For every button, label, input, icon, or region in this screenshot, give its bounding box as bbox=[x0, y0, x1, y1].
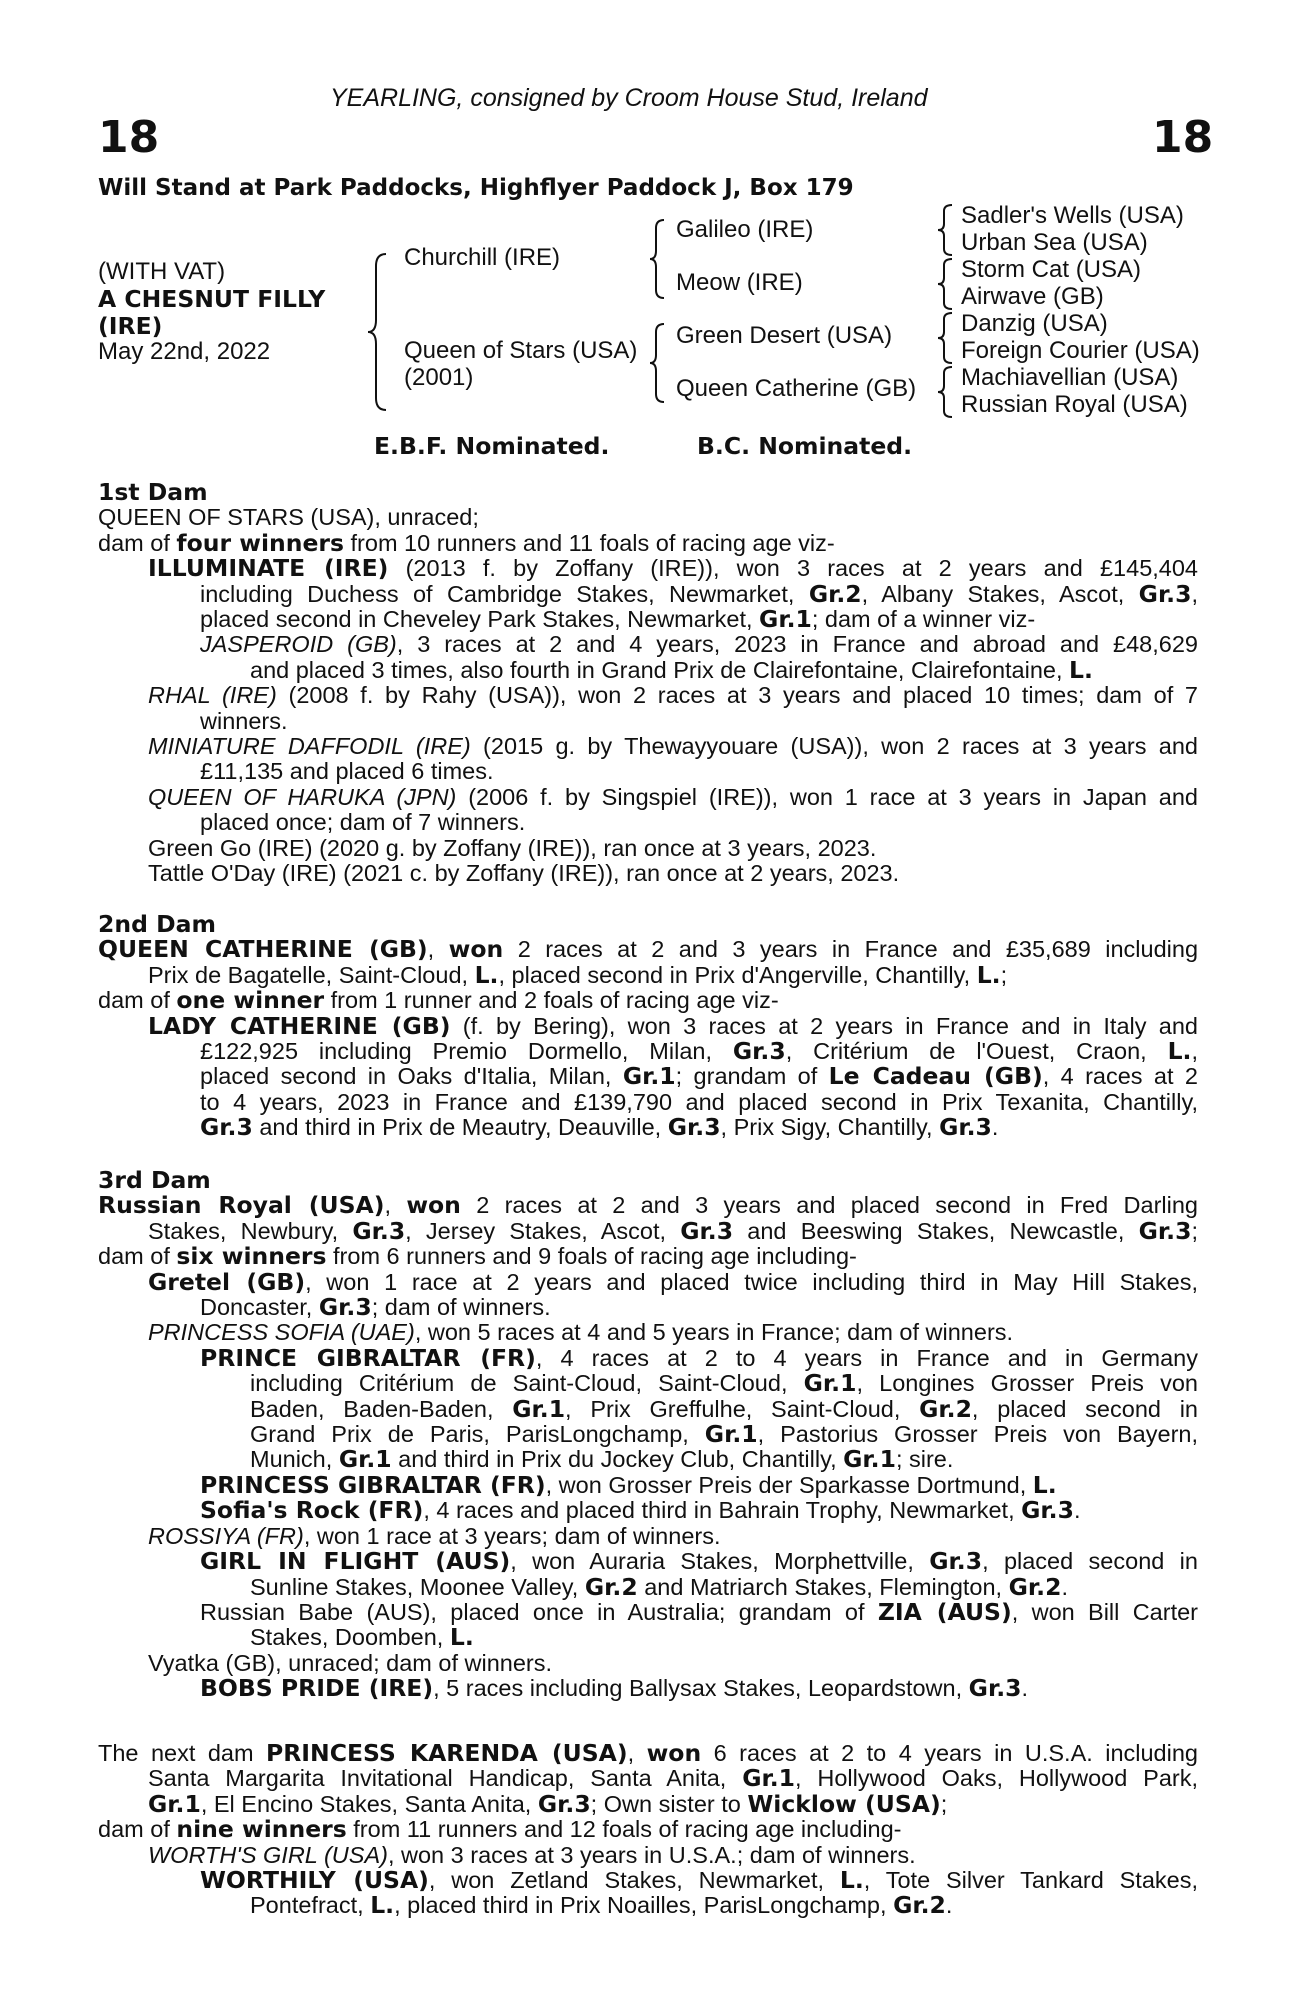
bc-nomination: B.C. Nominated. bbox=[697, 432, 913, 460]
consignment-line: YEARLING, consigned by Croom House Stud, Ireland bbox=[330, 84, 928, 112]
ggp-4: Airwave (GB) bbox=[961, 283, 1104, 310]
produce-line: Stakes, Doomben, L. bbox=[250, 1623, 474, 1652]
produce-line: QUEEN OF HARUKA (JPN) (2006 f. by Singspiel (IRE)), won 1 race at 3 years in Japan and bbox=[148, 783, 1198, 810]
ggp-brace-2 bbox=[938, 257, 954, 311]
produce-line: LADY CATHERINE (GB) (f. by Bering), won 3 races at 2 years in France and in Italy and bbox=[148, 1011, 1198, 1040]
produce-line: placed once; dam of 7 winners. bbox=[200, 809, 526, 836]
section-heading: 2nd Dam bbox=[98, 910, 216, 938]
dam-line: dam of one winner from 1 runner and 2 foals of racing age viz- bbox=[98, 986, 779, 1015]
produce-line: winners. bbox=[200, 707, 288, 734]
produce-line: ROSSIYA (FR), won 1 race at 3 years; dam of winners. bbox=[148, 1522, 721, 1549]
lot-number-right: 18 bbox=[1152, 112, 1214, 163]
ggp-2: Urban Sea (USA) bbox=[961, 229, 1148, 256]
lot-number-left: 18 bbox=[98, 112, 160, 163]
produce-line: ILLUMINATE (IRE) (2013 f. by Zoffany (IRE)), won 3 races at 2 years and £145,404 bbox=[148, 554, 1198, 583]
produce-line: Munich, Gr.1 and third in Prix du Jockey Club, Chantilly, Gr.1; sire. bbox=[250, 1445, 954, 1474]
produce-line: Grand Prix de Paris, ParisLongchamp, Gr.1, Pastorius Grosser Preis von Bayern, bbox=[250, 1420, 1198, 1449]
produce-line: PRINCESS SOFIA (UAE), won 5 races at 4 and 5 years in France; dam of winners. bbox=[148, 1319, 1014, 1346]
produce-line: and placed 3 times, also fourth in Grand Prix de Clairefontaine, Clairefontaine, L. bbox=[250, 655, 1093, 684]
produce-line: Sofia's Rock (FR), 4 races and placed third in Bahrain Trophy, Newmarket, Gr.3. bbox=[200, 1496, 1081, 1525]
dam-dam: Queen Catherine (GB) bbox=[676, 375, 917, 402]
dam-line: Santa Margarita Invitational Handicap, Santa Anita, Gr.1, Hollywood Oaks, Hollywood Park, bbox=[148, 1764, 1199, 1793]
dam-line: The next dam PRINCESS KARENDA (USA), won 6 races at 2 to 4 years in U.S.A. including bbox=[98, 1739, 1198, 1767]
produce-line: PRINCE GIBRALTAR (FR), 4 races at 2 to 4 years in France and in Germany bbox=[200, 1343, 1198, 1372]
dam-year: (2001) bbox=[404, 364, 474, 391]
dam-line: QUEEN CATHERINE (GB), won 2 races at 2 and 3 years in France and £35,689 including bbox=[98, 935, 1199, 964]
second-dam-section bbox=[98, 912, 1198, 1141]
produce-line: MINIATURE DAFFODIL (IRE) (2015 g. by Thewayyouare (USA)), won 2 races at 3 years and bbox=[148, 733, 1198, 760]
produce-line: Gretel (GB), won 1 race at 2 years and placed twice including third in May Hill Stakes, bbox=[148, 1267, 1198, 1296]
ggp-brace-1 bbox=[938, 203, 954, 257]
third-dam-section bbox=[98, 1168, 1198, 1702]
produce-line: placed second in Oaks d'Italia, Milan, Gr.1; grandam of Le Cadeau (GB), 4 races at 2 bbox=[200, 1062, 1198, 1091]
produce-line: Doncaster, Gr.3; dam of winners. bbox=[200, 1293, 551, 1322]
produce-line: WORTH'S GIRL (USA), won 3 races at 3 years in U.S.A.; dam of winners. bbox=[148, 1841, 916, 1868]
produce-line: Tattle O'Day (IRE) (2021 c. by Zoffany (IRE)), ran once at 2 years, 2023. bbox=[148, 860, 900, 887]
produce-line: £11,135 and placed 6 times. bbox=[200, 758, 494, 785]
produce-line: Green Go (IRE) (2020 g. by Zoffany (IRE)), ran once at 3 years, 2023. bbox=[148, 834, 877, 861]
horse-country: (IRE) bbox=[98, 312, 163, 340]
produce-line: PRINCESS GIBRALTAR (FR), won Grosser Preis der Sparkasse Dortmund, L. bbox=[200, 1470, 1057, 1499]
dam-line: Russian Royal (USA), won 2 races at 2 and 3 years and placed second in Fred Darling bbox=[98, 1191, 1198, 1220]
produce-line: WORTHILY (USA), won Zetland Stakes, Newmarket, L., Tote Silver Tankard Stakes, bbox=[200, 1866, 1198, 1895]
produce-line: placed second in Cheveley Park Stakes, Newmarket, Gr.1; dam of a winner viz- bbox=[200, 605, 1036, 634]
section-heading: 3rd Dam bbox=[98, 1166, 211, 1194]
next-dam-section bbox=[98, 1741, 1198, 1919]
dam-name: Queen of Stars (USA) bbox=[404, 337, 638, 364]
foaling-date: May 22nd, 2022 bbox=[98, 338, 271, 365]
ggp-brace-3 bbox=[938, 311, 954, 365]
dam-line: dam of six winners from 6 runners and 9 foals of racing age including- bbox=[98, 1242, 857, 1271]
horse-name: A CHESNUT FILLY bbox=[98, 285, 326, 313]
ggp-1: Sadler's Wells (USA) bbox=[961, 202, 1184, 229]
dam-line: Stakes, Newbury, Gr.3, Jersey Stakes, Ascot, Gr.3 and Beeswing Stakes, Newcastle, Gr.3; bbox=[148, 1216, 1198, 1245]
ggp-7: Machiavellian (USA) bbox=[961, 364, 1179, 391]
sire-sire: Galileo (IRE) bbox=[676, 216, 814, 243]
produce-line: BOBS PRIDE (IRE), 5 races including Ballysax Stakes, Leopardstown, Gr.3. bbox=[200, 1674, 1029, 1703]
section-heading: 1st Dam bbox=[98, 478, 208, 506]
produce-line: £122,925 including Premio Dormello, Milan, Gr.3, Critérium de l'Ouest, Craon, L., bbox=[200, 1037, 1198, 1066]
produce-line: including Critérium de Saint-Cloud, Saint-Cloud, Gr.1, Longines Grosser Preis von bbox=[250, 1369, 1198, 1398]
dam-line: Prix de Bagatelle, Saint-Cloud, L., placed second in Prix d'Angerville, Chantilly, L.; bbox=[148, 960, 1008, 989]
produce-line: JASPEROID (GB), 3 races at 2 and 4 years, 2023 in France and abroad and £48,629 bbox=[200, 631, 1198, 658]
produce-line: RHAL (IRE) (2008 f. by Rahy (USA)), won 2 races at 3 years and placed 10 times; dam of 7 bbox=[148, 682, 1198, 709]
dam-line: dam of four winners from 10 runners and 11 foals of racing age viz- bbox=[98, 528, 835, 557]
produce-line: Russian Babe (AUS), placed once in Australia; grandam of ZIA (AUS), won Bill Carter bbox=[200, 1597, 1199, 1626]
ebf-nomination: E.B.F. Nominated. bbox=[374, 432, 610, 460]
dam-line: QUEEN OF STARS (USA), unraced; bbox=[98, 504, 479, 531]
produce-line: Pontefract, L., placed third in Prix Noailles, ParisLongchamp, Gr.2. bbox=[250, 1891, 953, 1920]
ggp-brace-4 bbox=[938, 365, 954, 419]
produce-line: Sunline Stakes, Moonee Valley, Gr.2 and Matriarch Stakes, Flemington, Gr.2. bbox=[250, 1572, 1068, 1601]
pedigree-bracket bbox=[368, 252, 390, 412]
dam-bracket bbox=[650, 322, 666, 404]
produce-line: GIRL IN FLIGHT (AUS), won Auraria Stakes, Morphettville, Gr.3, placed second in bbox=[200, 1547, 1198, 1576]
ggp-6: Foreign Courier (USA) bbox=[961, 337, 1200, 364]
dam-sire: Green Desert (USA) bbox=[676, 322, 893, 349]
sire-name: Churchill (IRE) bbox=[404, 244, 561, 271]
dam-line: dam of nine winners from 11 runners and 12 foals of racing age including- bbox=[98, 1815, 902, 1844]
produce-line: Baden, Baden-Baden, Gr.1, Prix Greffulhe, Saint-Cloud, Gr.2, placed second in bbox=[250, 1394, 1198, 1423]
produce-line: to 4 years, 2023 in France and £139,790 and placed second in Prix Texanita, Chantilly, bbox=[200, 1088, 1198, 1115]
ggp-3: Storm Cat (USA) bbox=[961, 256, 1142, 283]
stabling-line: Will Stand at Park Paddocks, Highflyer Paddock J, Box 179 bbox=[98, 175, 854, 201]
produce-line: Vyatka (GB), unraced; dam of winners. bbox=[148, 1649, 553, 1676]
ggp-5: Danzig (USA) bbox=[961, 310, 1108, 337]
first-dam-section bbox=[98, 480, 1198, 887]
ggp-8: Russian Royal (USA) bbox=[961, 391, 1188, 418]
produce-line: Gr.3 and third in Prix de Meautry, Deauville, Gr.3, Prix Sigy, Chantilly, Gr.3. bbox=[200, 1113, 999, 1142]
produce-line: including Duchess of Cambridge Stakes, Newmarket, Gr.2, Albany Stakes, Ascot, Gr.3, bbox=[200, 579, 1198, 608]
sire-bracket bbox=[650, 218, 666, 300]
sire-dam: Meow (IRE) bbox=[676, 269, 803, 296]
dam-line: Gr.1, El Encino Stakes, Santa Anita, Gr.3; Own sister to Wicklow (USA); bbox=[148, 1789, 948, 1818]
vat-note: (WITH VAT) bbox=[98, 258, 226, 285]
